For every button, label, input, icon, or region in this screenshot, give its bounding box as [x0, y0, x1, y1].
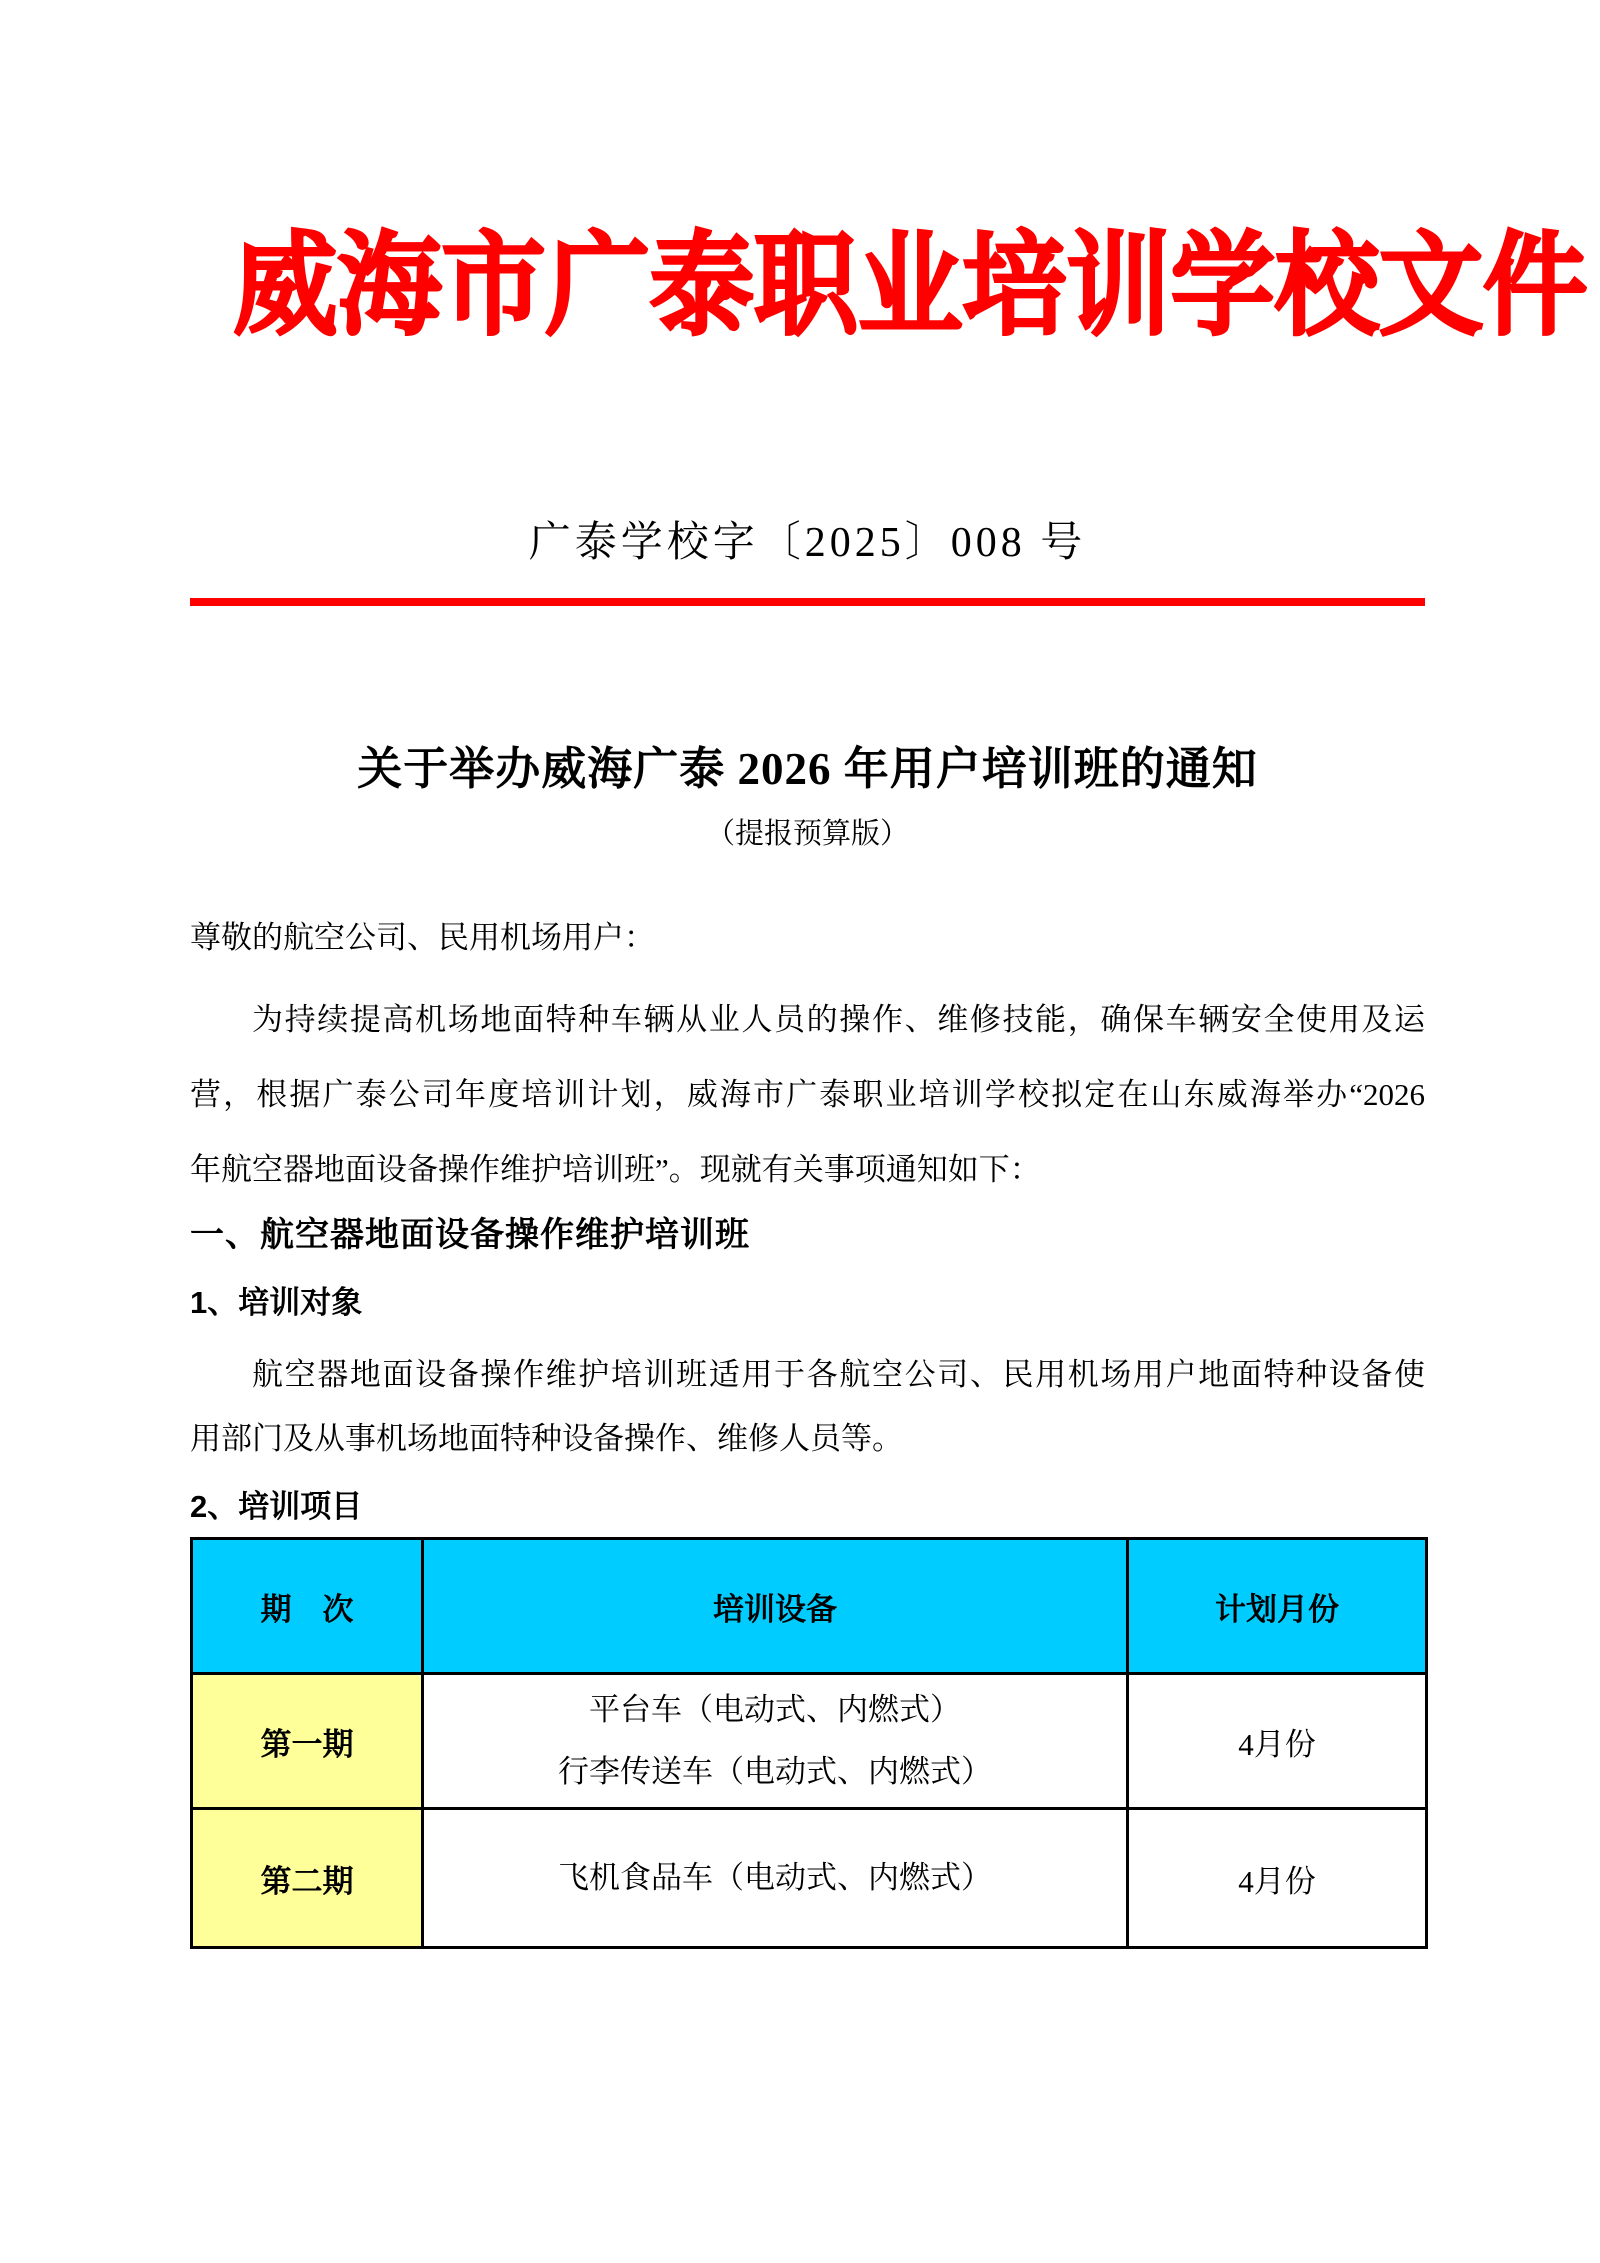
training-schedule-table	[190, 1537, 1428, 1949]
intro-line: 年航空器地面设备操作维护培训班”。现就有关事项通知如下：	[190, 1152, 1041, 1187]
training-target-line: 航空器地面设备操作维护培训班适用于各航空公司、民用机场用户地面特种设备使	[252, 1357, 1425, 1392]
table-row	[192, 1809, 1427, 1948]
month-cell: 4月份	[1128, 1674, 1427, 1809]
notice-subtitle: （提报预算版）	[705, 818, 909, 850]
equipment-line: 行李传送车（电动式、内燃式）	[558, 1754, 992, 1789]
salutation: 尊敬的航空公司、民用机场用户：	[190, 920, 655, 955]
month-cell: 4月份	[1128, 1809, 1427, 1948]
header-cell-period: 期 次	[192, 1539, 423, 1674]
table-header-row	[192, 1539, 1427, 1674]
period-cell: 第二期	[192, 1809, 423, 1948]
intro-line: 营，根据广泰公司年度培训计划，威海市广泰职业培训学校拟定在山东威海举办“2026	[190, 1077, 1425, 1112]
equipment-line: 平台车（电动式、内燃式）	[589, 1692, 961, 1727]
equipment-cell	[423, 1674, 1128, 1809]
notice-title: 关于举办威海广泰 2026 年用户培训班的通知	[357, 744, 1258, 794]
header-cell-month: 计划月份	[1128, 1539, 1427, 1674]
letterhead-title: 威海市广泰职业培训学校文件	[233, 225, 1588, 349]
subsection-2-heading: 2、培训项目	[190, 1489, 363, 1524]
equipment-cell	[423, 1809, 1128, 1948]
red-divider-line	[190, 598, 1425, 606]
training-target-paragraph	[190, 1343, 1425, 1471]
document-number: 广泰学校字〔2025〕008 号	[528, 520, 1087, 566]
training-target-line: 用部门及从事机场地面特种设备操作、维修人员等。	[190, 1421, 903, 1456]
section-1-heading: 一、航空器地面设备操作维护培训班	[190, 1216, 750, 1254]
equipment-line: 飞机食品车（电动式、内燃式）	[558, 1860, 992, 1895]
header-cell-equipment: 培训设备	[423, 1539, 1128, 1674]
intro-paragraph	[190, 982, 1425, 1207]
intro-line: 为持续提高机场地面特种车辆从业人员的操作、维修技能，确保车辆安全使用及运	[252, 1002, 1425, 1037]
table-row	[192, 1674, 1427, 1809]
period-cell: 第一期	[192, 1674, 423, 1809]
subsection-1-heading: 1、培训对象	[190, 1285, 363, 1320]
